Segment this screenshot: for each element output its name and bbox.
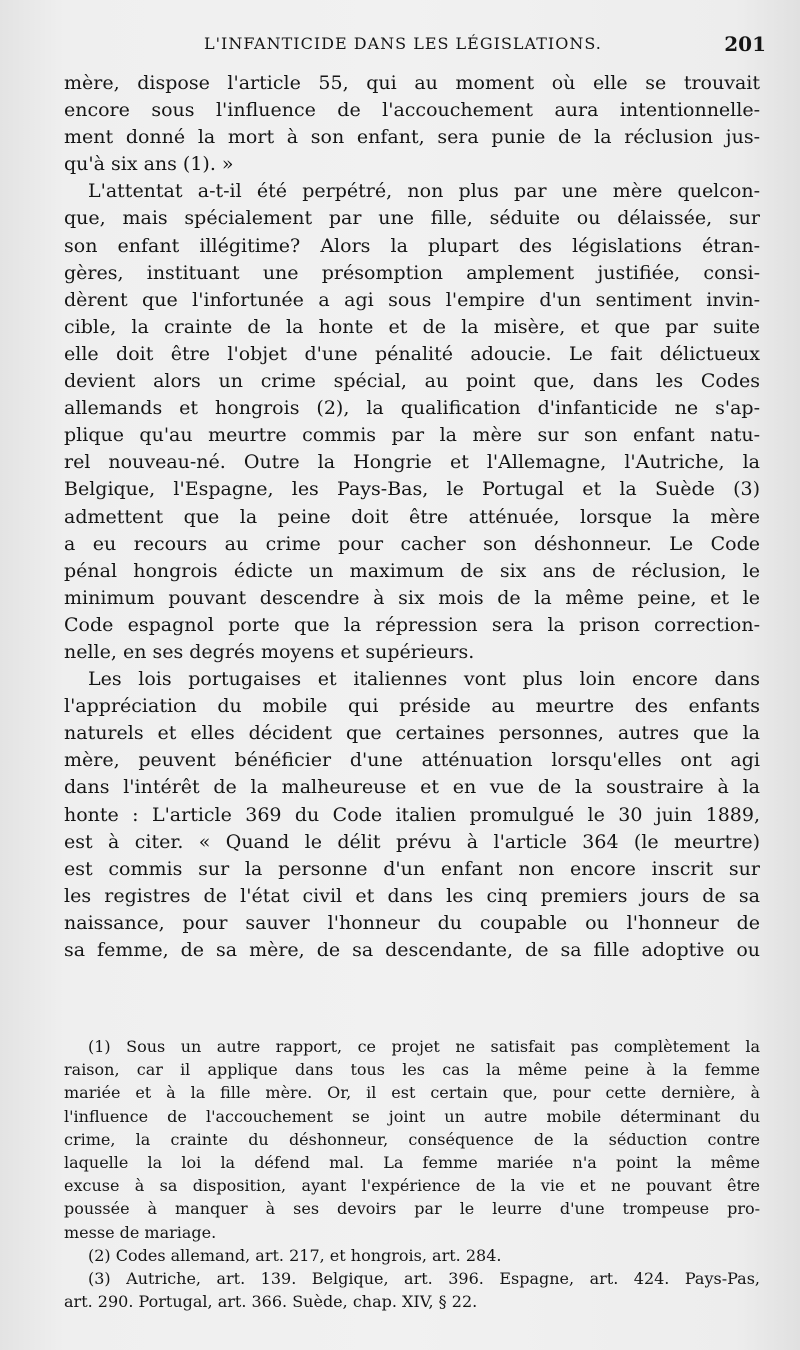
footnote-line: (3) Autriche, art. 139. Belgique, art. 396. Espagne, art. 424. Pays-Pas, — [88, 1268, 760, 1288]
text-line: qu'à six ans (1). » — [64, 153, 234, 176]
text-line: elle doit être l'objet d'une pénalité adoucie. Le fait délictueux — [64, 342, 760, 365]
text-line: est commis sur la personne d'un enfant non encore inscrit sur — [64, 857, 760, 880]
text-line: nelle, en ses degrés moyens et supérieurs. — [64, 640, 475, 663]
text-line: mère, peuvent bénéficier d'une atténuation lorsqu'elles ont agi — [64, 749, 760, 772]
footnote-line: raison, car il applique dans tous les cas la même peine à la femme — [64, 1060, 760, 1080]
text-line: Code espagnol porte que la répression sera la prison correction- — [64, 613, 760, 636]
text-line: rel nouveau-né. Outre la Hongrie et l'Allemagne, l'Autriche, la — [64, 451, 760, 474]
footnote-line: messe de mariage. — [64, 1222, 217, 1242]
text-line: Belgique, l'Espagne, les Pays-Bas, le Portugal et la Suède (3) — [64, 478, 760, 501]
text-line: honte : L'article 369 du Code italien promulgué le 30 juin 1889, — [64, 803, 760, 826]
text-line: a eu recours au crime pour cacher son déshonneur. Le Code — [64, 532, 760, 555]
text-line: plique qu'au meurtre commis par la mère sur son enfant natu- — [64, 424, 760, 447]
footnote-line: excuse à sa disposition, ayant l'expérience de la vie et ne pouvant être — [64, 1176, 760, 1196]
text-line: encore sous l'influence de l'accouchement aura intentionnelle- — [64, 99, 760, 122]
text-line: gères, instituant une présomption amplement justifiée, consi- — [64, 261, 760, 284]
text-line: dèrent que l'infortunée a agi sous l'empire d'un sentiment invin- — [64, 288, 760, 311]
footnote-line: laquelle la loi la défend mal. La femme mariée n'a point la même — [64, 1152, 760, 1172]
footnote-line: mariée et à la fille mère. Or, il est certain que, pour cette dernière, à — [64, 1083, 760, 1103]
text-line: devient alors un crime spécial, au point que, dans les Codes — [64, 370, 760, 393]
footnote-line: (1) Sous un autre rapport, ce projet ne satisfait pas complètement la — [88, 1037, 760, 1056]
footnote-line: l'influence de l'accouchement se joint un autre mobile déterminant du — [64, 1106, 760, 1126]
page-number: 201 — [724, 32, 766, 56]
text-line: mère, dispose l'article 55, qui au moment où elle se trouvait — [64, 72, 760, 94]
text-line: dans l'intérêt de la malheureuse et en vue de la soustraire à la — [64, 776, 760, 799]
text-line: son enfant illégitime? Alors la plupart des législations étran- — [64, 234, 760, 257]
text-line: pénal hongrois édicte un maximum de six ans de réclusion, le — [64, 559, 760, 582]
text-line: admettent que la peine doit être atténuée, lorsque la mère — [64, 505, 760, 528]
text-line: naissance, pour sauver l'honneur du coupable ou l'honneur de — [64, 911, 760, 934]
text-line: minimum pouvant descendre à six mois de la même peine, et le — [64, 586, 760, 609]
text-line: cible, la crainte de la honte et de la misère, et que par suite — [64, 315, 760, 338]
text-line: que, mais spécialement par une fille, séduite ou délaissée, sur — [64, 207, 760, 230]
footnotes — [64, 1035, 760, 1313]
text-line: sa femme, de sa mère, de sa descendante, de sa fille adoptive ou — [64, 939, 760, 961]
text-line: naturels et elles décident que certaines personnes, autres que la — [64, 722, 760, 745]
running-head — [64, 32, 770, 62]
footnote-line: crime, la crainte du déshonneur, conséquence de la séduction contre — [64, 1129, 760, 1149]
body-text — [64, 70, 760, 964]
running-title: L'INFANTICIDE DANS LES LÉGISLATIONS. — [204, 34, 602, 53]
text-line: l'appréciation du mobile qui préside au meurtre des enfants — [64, 695, 760, 718]
text-line: ment donné la mort à son enfant, sera punie de la réclusion jus- — [64, 126, 760, 149]
text-line: les registres de l'état civil et dans les cinq premiers jours de sa — [64, 884, 760, 907]
text-line: L'attentat a-t-il été perpétré, non plus par une mère quelcon- — [88, 180, 760, 203]
footnote-line: poussée à manquer à ses devoirs par le leurre d'une trompeuse pro- — [64, 1199, 760, 1219]
footnote-line: (2) Codes allemand, art. 217, et hongrois, art. 284. — [88, 1245, 502, 1265]
text-line: allemands et hongrois (2), la qualification d'infanticide ne s'ap- — [64, 397, 760, 420]
footnote-line: art. 290. Portugal, art. 366. Suède, chap. XIV, § 22. — [64, 1292, 478, 1312]
text-line: Les lois portugaises et italiennes vont plus loin encore dans — [88, 668, 760, 691]
text-line: est à citer. « Quand le délit prévu à l'article 364 (le meurtre) — [64, 830, 760, 853]
